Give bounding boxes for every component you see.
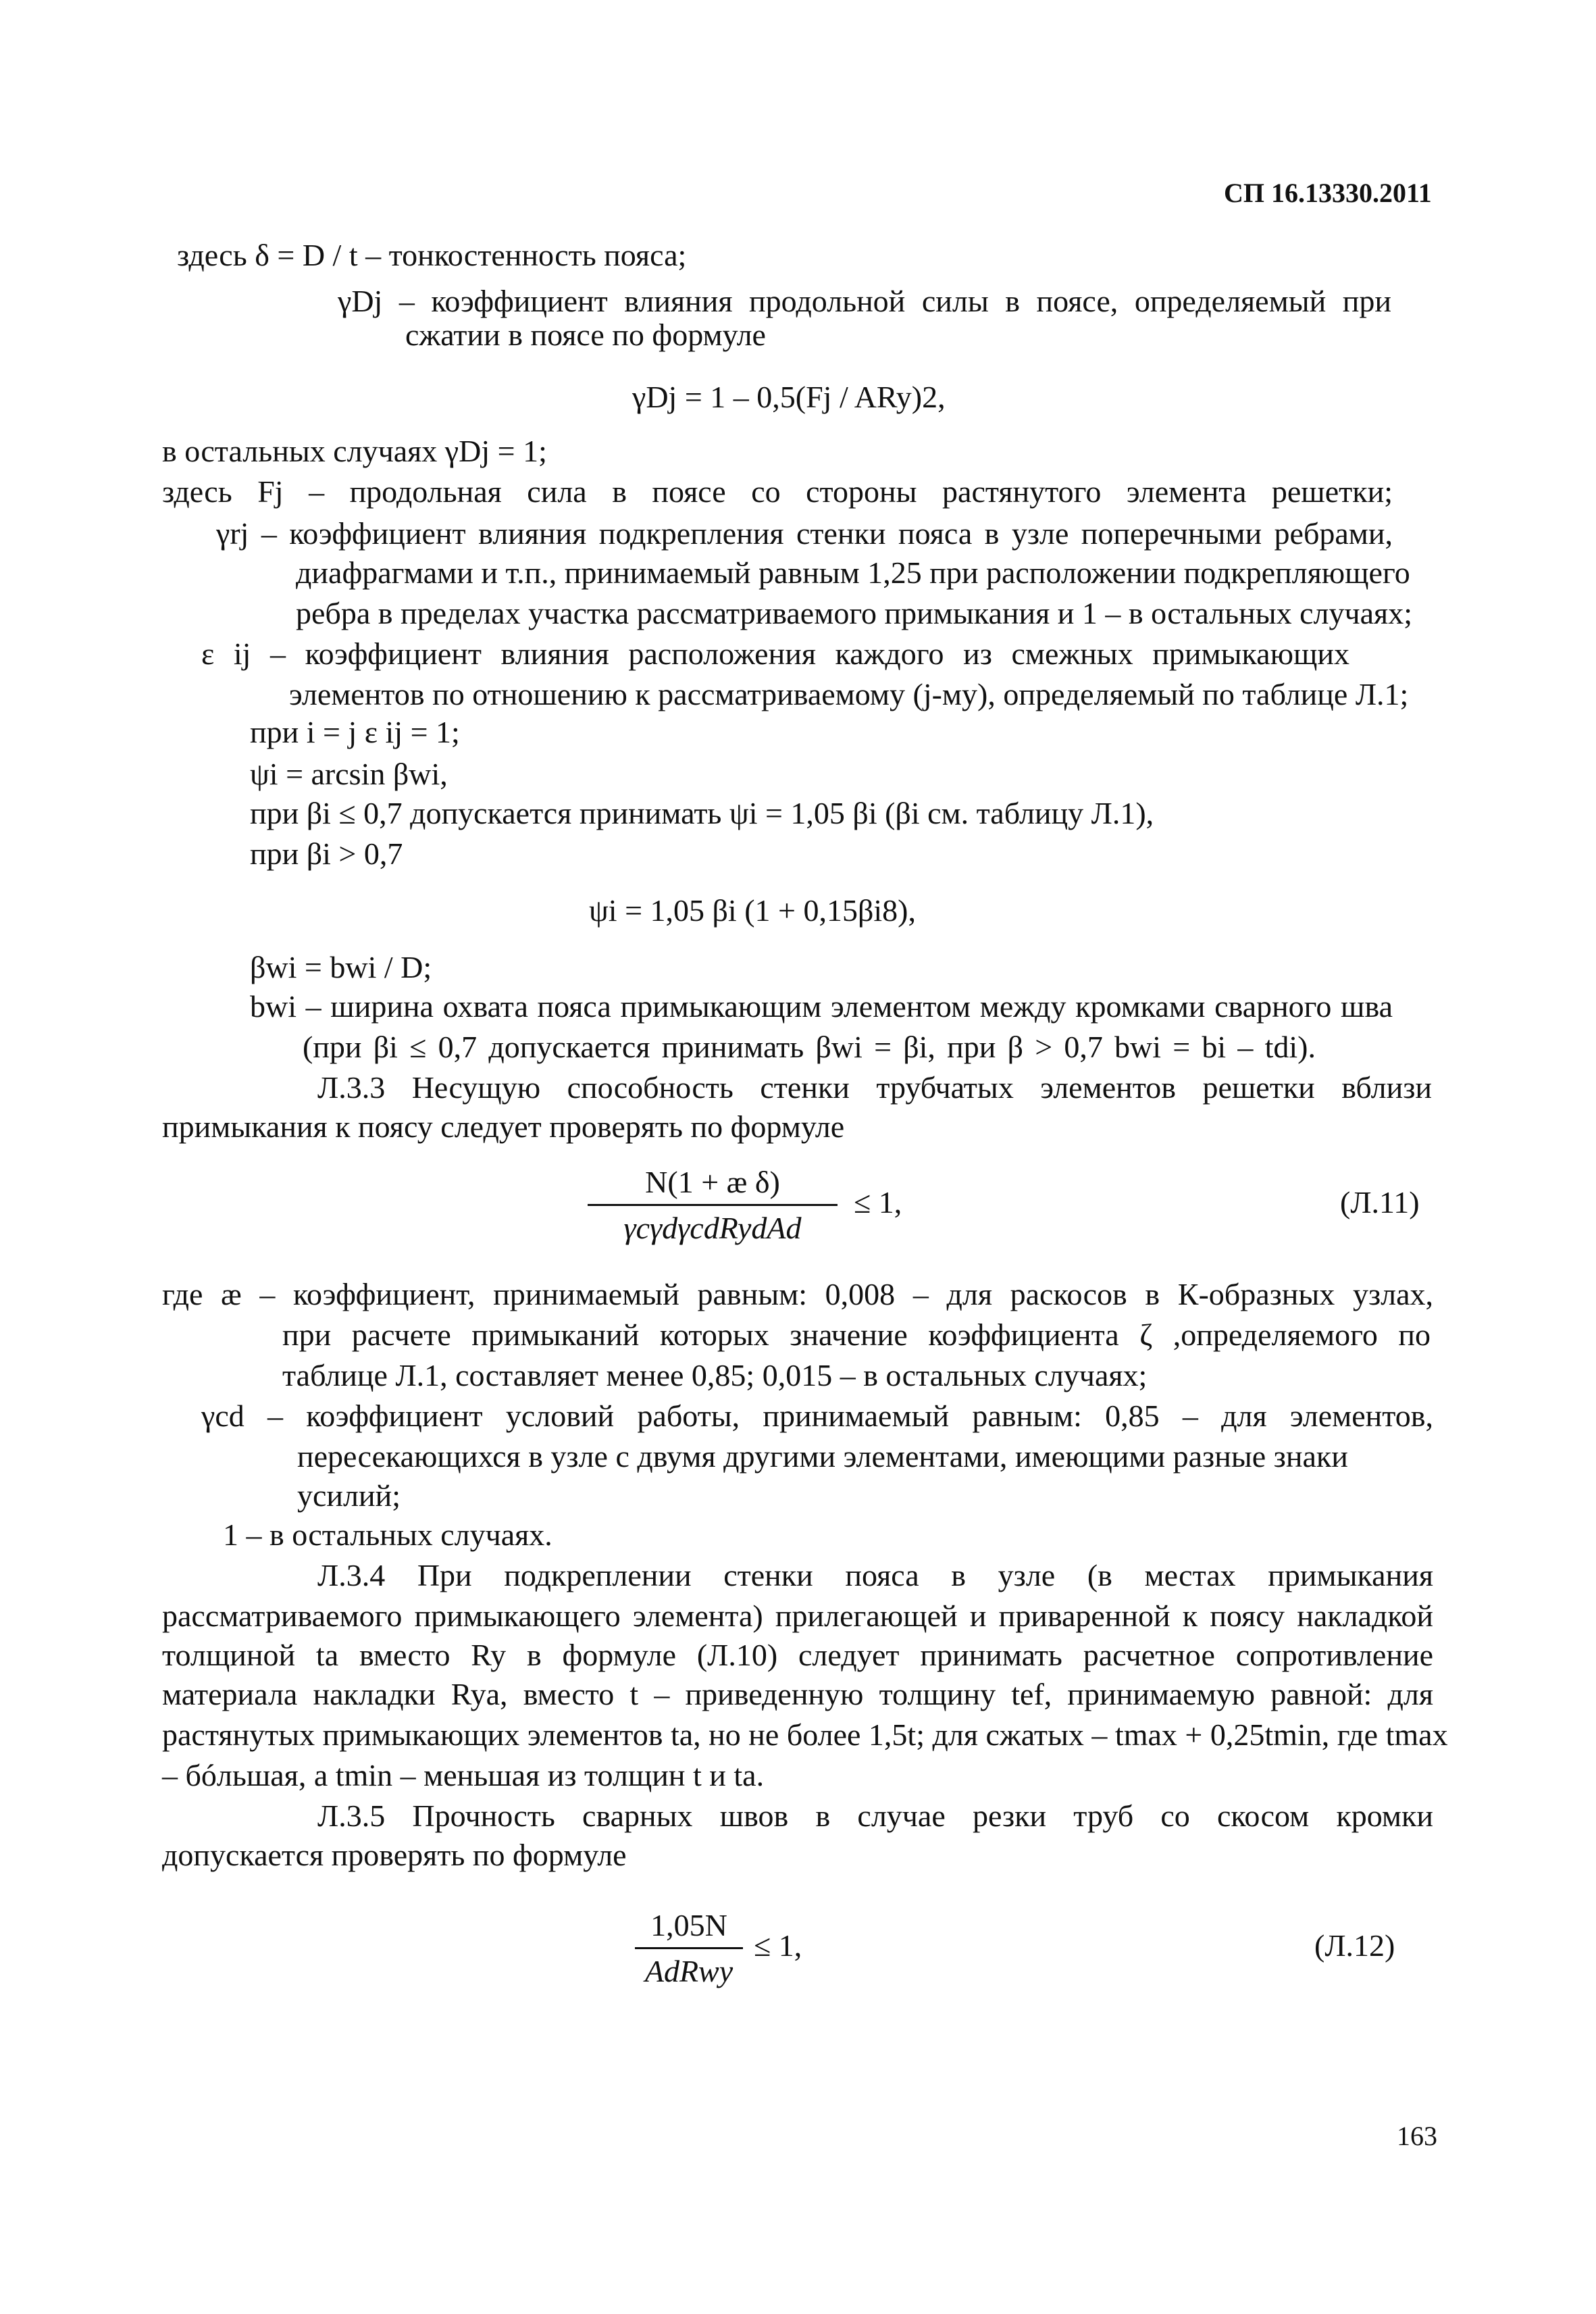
l12-fraction-bar xyxy=(635,1947,743,1949)
text-line: Л.3.5 Прочность сварных швов в случае резки труб со скосом кромки xyxy=(317,1799,1433,1833)
text-line: Л.3.4 При подкреплении стенки пояса в узле (в местах примыкания xyxy=(317,1558,1433,1592)
text-line: γcd – коэффициент условий работы, принимаемый равным: 0,85 – для элементов, xyxy=(201,1399,1433,1433)
text-line: 1 – в остальных случаях. xyxy=(223,1517,552,1552)
text-line: при i = j ε ij = 1; xyxy=(250,715,460,749)
text-line: сжатии в поясе по формуле xyxy=(405,318,766,352)
text-line: γDj – коэффициент влияния продольной силы в поясе, определяемый при xyxy=(338,284,1391,318)
text-line: – бóльшая, а tmin – меньшая из толщин t и ta. xyxy=(162,1758,765,1792)
text-line: ε ij – коэффициент влияния расположения каждого из смежных примыкающих xyxy=(201,636,1349,671)
l11-denominator: γcγdγcdRydAd xyxy=(623,1211,802,1245)
text-line: материала накладки Rya, вместо t – приведенную толщину tef, принимаемую равной: для xyxy=(162,1677,1433,1711)
text-line: при βi ≤ 0,7 допускается принимать ψi = 1,05 βi (βi см. таблицу Л.1), xyxy=(250,796,1154,830)
text-line: толщиной ta вместо Ry в формуле (Л.10) следует принимать расчетное сопротивление xyxy=(162,1638,1433,1672)
l12-label: (Л.12) xyxy=(1314,1928,1395,1963)
text-line: таблице Л.1, составляет менее 0,85; 0,015 – в остальных случаях; xyxy=(282,1358,1148,1392)
text-line: рассматриваемого примыкающего элемента) прилегающей и приваренной к поясу накладкой xyxy=(162,1599,1433,1633)
text-line: βwi = bwi / D; xyxy=(250,950,432,984)
l12-numerator: 1,05N xyxy=(650,1908,727,1942)
text-line: пересекающихся в узле с двумя другими элементами, имеющими разные знаки xyxy=(297,1439,1348,1474)
text-line: здесь Fj – продольная сила в поясе со стороны растянутого элемента решетки; xyxy=(162,474,1393,509)
text-line: здесь δ = D / t – тонкостенность пояса; xyxy=(177,238,687,272)
page-number: 163 xyxy=(1397,2121,1437,2151)
text-line: ребра в пределах участка рассматриваемого примыкания и 1 – в остальных случаях; xyxy=(296,596,1412,630)
text-line: (при βi ≤ 0,7 допускается принимать βwi = βi, при β > 0,7 bwi = bi – tdi). xyxy=(303,1030,1316,1064)
l11-numerator: N(1 + æ δ) xyxy=(645,1165,780,1199)
document-code: СП 16.13330.2011 xyxy=(1224,178,1432,208)
text-line: при βi > 0,7 xyxy=(250,836,403,871)
l11-relation: ≤ 1, xyxy=(854,1185,902,1219)
text-line: в остальных случаях γDj = 1; xyxy=(162,434,547,468)
text-line: растянутых примыкающих элементов ta, но не более 1,5t; для сжатых – tmax + 0,25tmin, где tmax xyxy=(162,1717,1448,1752)
text-line: где æ – коэффициент, принимаемый равным: 0,008 – для раскосов в К-образных узлах, xyxy=(162,1277,1433,1311)
text-line: усилий; xyxy=(297,1478,401,1513)
formula-psi: ψi = 1,05 βi (1 + 0,15βi8), xyxy=(589,893,916,928)
text-line: Л.3.3 Несущую способность стенки трубчатых элементов решетки вблизи xyxy=(317,1070,1432,1105)
text-line: примыкания к поясу следует проверять по формуле xyxy=(162,1109,845,1144)
l12-relation: ≤ 1, xyxy=(754,1928,802,1963)
text-line: допускается проверять по формуле xyxy=(162,1838,627,1872)
l11-label: (Л.11) xyxy=(1340,1185,1420,1219)
text-line: при расчете примыканий которых значение коэффициента ζ ,определяемого по xyxy=(282,1317,1431,1352)
l11-fraction-bar xyxy=(588,1204,838,1206)
text-line: bwi – ширина охвата пояса примыкающим элементом между кромками сварного шва xyxy=(250,989,1393,1024)
formula-gamma-dj: γDj = 1 – 0,5(Fj / ARy)2, xyxy=(632,380,946,414)
l12-denominator: AdRwy xyxy=(644,1954,733,1988)
text-line: элементов по отношению к рассматриваемому (j-му), определяемый по таблице Л.1; xyxy=(289,677,1409,711)
text-line: γrj – коэффициент влияния подкрепления стенки пояса в узле поперечными ребрами, xyxy=(216,516,1393,551)
text-line: диафрагмами и т.п., принимаемый равным 1,25 при расположении подкрепляющего xyxy=(296,555,1410,590)
text-line: ψi = arcsin βwi, xyxy=(250,757,448,791)
